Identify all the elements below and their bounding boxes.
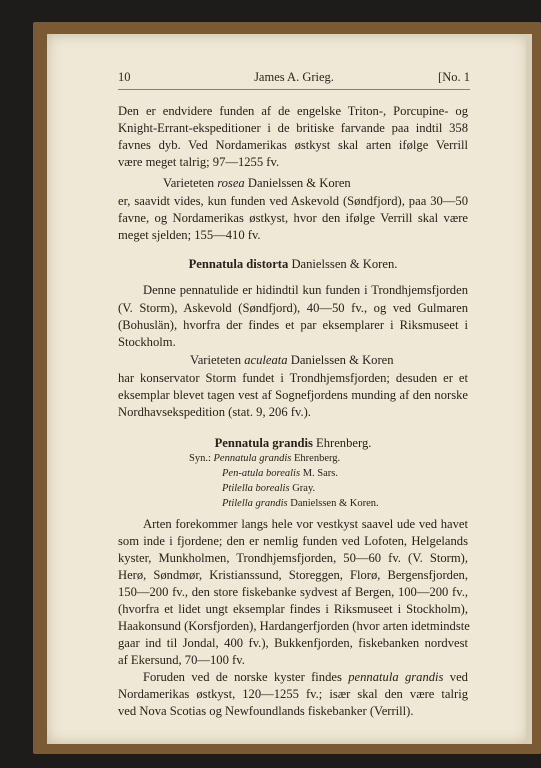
text-line: Nordamerikas østkyst, 120—1255 fv.; især skal den være talrig <box>118 687 468 701</box>
running-author: James A. Grieg. <box>254 70 334 84</box>
text-line: ved Nova Scotias og Newfoundlands fiskebanker (Verrill). <box>118 704 414 718</box>
text-line: meget sjelden; 155—410 fv. <box>118 228 261 242</box>
text-line: Herø, Søndmør, Kristianssund, Storeggen, Florø, Bergensfjorden, <box>118 568 468 582</box>
synonym-line: Ptilella borealis Gray. <box>222 483 316 494</box>
text-line: har konservator Storm fundet i Trondhjemsfjorden; desuden er et <box>118 371 468 385</box>
running-header <box>118 70 470 86</box>
text-line: Knight-Errant-ekspeditioner i de britiske farvande paa indtil 358 <box>118 121 468 135</box>
text-line: Den er endvidere funden af de engelske Triton-, Porcupine- og <box>118 104 468 118</box>
text-line: favne, og Nordamerikas østkyst, hvor den ifølge Verrill skal være <box>118 211 468 225</box>
text-line: gaar ind til Jondal, 400 fv.), Bukkenfjorden, fiskebanken nordvest <box>118 636 468 650</box>
variety-heading: Varieteten aculeata Danielssen & Koren <box>190 353 394 367</box>
text-line: eksemplar blevet tagen vest af Sognefjordens munding af den norske <box>118 388 468 402</box>
species-heading: Pennatula distorta Danielssen & Koren. <box>188 257 398 271</box>
header-rule <box>118 89 470 90</box>
text-line: Arten forekommer langs hele vor vestkyst saavel ude ved havet <box>143 517 468 531</box>
text-line: som inde i fjordene; den er nemlig funden ved Lofoten, Helgelands <box>118 534 468 548</box>
text-line: (Bohuslän), hvorfra der findes et par eksemplarer i Riksmuseet i <box>118 318 468 332</box>
text-line: Foruden ved de norske kyster findes pennatula grandis ved <box>143 670 468 684</box>
series-number: [No. 1 <box>438 70 470 84</box>
text-line: (V. Storm), Askevold (Søndfjord), 40—50 fv., og ved Gulmaren <box>118 301 468 315</box>
text-line: af Ekersund, 70—100 fv. <box>118 653 245 667</box>
text-line: (hvorfra et lidet ungt eksemplar findes i Riksmuseet i Stockholm), <box>118 602 468 616</box>
text-line: er, saavidt vides, kun funden ved Askevold (Søndfjord), paa 30—50 <box>118 194 468 208</box>
synonym-line: Ptilella grandis Danielssen & Koren. <box>222 498 379 509</box>
text-line: favnes dyb. Ved Nordamerikas østkyst skal arten ifølge Verrill <box>118 138 468 152</box>
synonym-line: Pen-atula borealis M. Sars. <box>222 468 338 479</box>
text-line: kyster, Munkholmen, Trondhjemsfjorden, 50—60 fv. (V. Storm), <box>118 551 468 565</box>
page-number: 10 <box>118 70 131 84</box>
text-line: Haakonsund (Korsfjorden), Hardangerfjorden (hvor arten idetmindste <box>118 619 470 633</box>
species-heading: Pennatula grandis Ehrenberg. <box>214 436 372 450</box>
variety-heading: Varieteten rosea Danielssen & Koren <box>163 176 351 190</box>
page-edge <box>526 34 532 744</box>
text-line: Denne pennatulide er hidindtil kun funden i Trondhjemsfjorden <box>143 283 468 297</box>
text-line: være meget talrig; 97—1255 fv. <box>118 155 280 169</box>
synonym-line: Syn.: Pennatula grandis Ehrenberg. <box>189 453 341 464</box>
text-line: Stockholm. <box>118 335 176 349</box>
text-line: 150—200 fv., den store fiskebanke sydvest af Bergen, 100—200 fv., <box>118 585 468 599</box>
text-line: Nordhavsekspedition (stat. 9, 206 fv.). <box>118 405 311 419</box>
